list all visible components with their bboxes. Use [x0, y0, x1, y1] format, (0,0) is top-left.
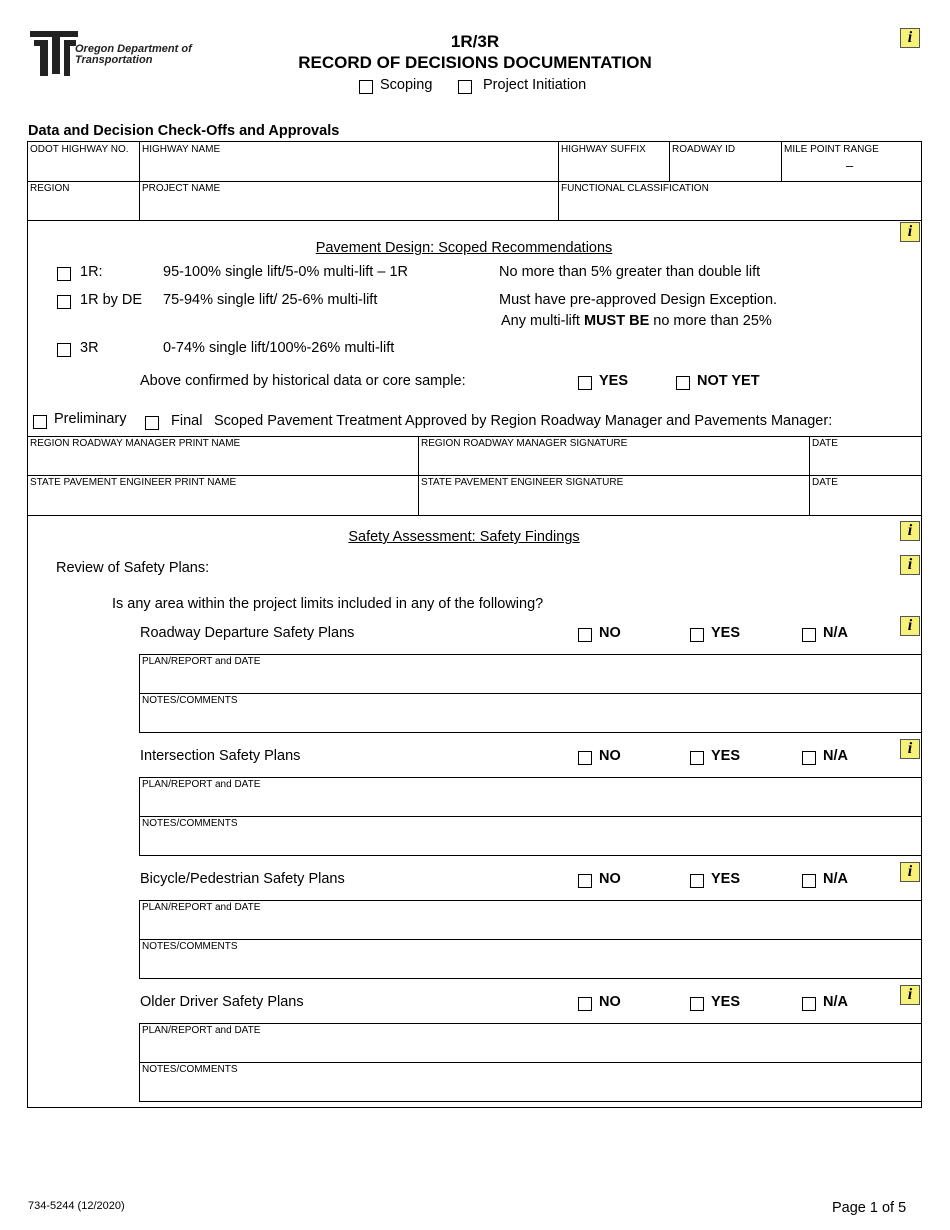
safety-plan-name: Bicycle/Pedestrian Safety Plans — [140, 871, 345, 887]
plan-report-date-field[interactable]: PLAN/REPORT and DATE — [142, 779, 261, 790]
na-label: N/A — [823, 748, 848, 764]
functional-classification-field[interactable]: FUNCTIONAL CLASSIFICATION — [561, 183, 709, 194]
spe-signature-field[interactable]: STATE PAVEMENT ENGINEER SIGNATURE — [421, 477, 624, 488]
mile-point-range-field[interactable]: MILE POINT RANGE — [784, 144, 879, 155]
plan-info-icon[interactable]: i — [900, 616, 920, 636]
1r-by-de-description: 75-94% single lift/ 25-6% multi-lift — [163, 292, 378, 308]
safety-plan-yes-checkbox[interactable] — [690, 874, 704, 888]
safety-plan-na-checkbox[interactable] — [802, 751, 816, 765]
safety-plan-na-checkbox[interactable] — [802, 628, 816, 642]
1r-by-de-label: 1R by DE — [80, 292, 143, 308]
3r-checkbox[interactable] — [57, 343, 71, 357]
yes-label: YES — [711, 748, 741, 764]
confirm-not-yet-checkbox[interactable] — [676, 376, 690, 390]
no-label: NO — [599, 748, 621, 764]
scoping-checkbox[interactable] — [359, 80, 373, 94]
scoping-label: Scoping — [380, 77, 433, 93]
1r-checkbox[interactable] — [57, 267, 71, 281]
safety-plan-na-checkbox[interactable] — [802, 997, 816, 1011]
notes-comments-field[interactable]: NOTES/COMMENTS — [142, 941, 238, 952]
preliminary-checkbox[interactable] — [33, 415, 47, 429]
no-label: NO — [599, 994, 621, 1010]
form-number: 734-5244 (12/2020) — [28, 1200, 125, 1212]
highway-suffix-field[interactable]: HIGHWAY SUFFIX — [561, 144, 646, 155]
yes-label: YES — [711, 625, 741, 641]
spe-date-field[interactable]: DATE — [812, 477, 838, 488]
region-field[interactable]: REGION — [30, 183, 70, 194]
safety-plan-yes-checkbox[interactable] — [690, 997, 704, 1011]
project-initiation-label: Project Initiation — [483, 77, 587, 93]
na-label: N/A — [823, 994, 848, 1010]
rrm-signature-field[interactable]: REGION ROADWAY MANAGER SIGNATURE — [421, 438, 628, 449]
confirm-yes-label: YES — [599, 373, 629, 389]
plan-report-date-field[interactable]: PLAN/REPORT and DATE — [142, 656, 261, 667]
odot-highway-no-field[interactable]: ODOT HIGHWAY NO. — [30, 144, 129, 155]
logo-text: Oregon Department of Transportation — [75, 43, 192, 66]
1r-label: 1R: — [80, 264, 103, 280]
roadway-id-field[interactable]: ROADWAY ID — [672, 144, 736, 155]
safety-plan-name: Intersection Safety Plans — [140, 748, 301, 764]
no-label: NO — [599, 871, 621, 887]
na-label: N/A — [823, 625, 848, 641]
1r-by-de-checkbox[interactable] — [57, 295, 71, 309]
project-initiation-checkbox[interactable] — [458, 80, 472, 94]
safety-plan-no-checkbox[interactable] — [578, 874, 592, 888]
plan-info-icon[interactable]: i — [900, 739, 920, 759]
final-label: Final — [171, 413, 203, 429]
approval-text: Scoped Pavement Treatment Approved by Region Roadway Manager and Pavements Manager: — [214, 413, 833, 429]
safety-plan-na-checkbox[interactable] — [802, 874, 816, 888]
safety-plan-yes-checkbox[interactable] — [690, 751, 704, 765]
notes-comments-field[interactable]: NOTES/COMMENTS — [142, 695, 238, 706]
yes-label: YES — [711, 994, 741, 1010]
page-number: Page 1 of 5 — [832, 1200, 907, 1216]
project-name-field[interactable]: PROJECT NAME — [142, 183, 221, 194]
confirm-yes-checkbox[interactable] — [578, 376, 592, 390]
plan-report-date-field[interactable]: PLAN/REPORT and DATE — [142, 1025, 261, 1036]
1r-by-de-note2: Any multi-lift MUST BE no more than 25% — [501, 313, 772, 329]
3r-description: 0-74% single lift/100%-26% multi-lift — [163, 340, 395, 356]
no-label: NO — [599, 625, 621, 641]
highway-name-field[interactable]: HIGHWAY NAME — [142, 144, 221, 155]
safety-review-label: Review of Safety Plans: — [56, 560, 210, 576]
mile-point-dash: – — [846, 158, 854, 173]
1r-note: No more than 5% greater than double lift — [499, 264, 761, 280]
safety-plan-name: Roadway Departure Safety Plans — [140, 625, 355, 641]
plan-info-icon[interactable]: i — [900, 862, 920, 882]
yes-label: YES — [711, 871, 741, 887]
plan-info-icon[interactable]: i — [900, 985, 920, 1005]
info-icon[interactable]: i — [900, 28, 920, 48]
confirm-not-yet-label: NOT YET — [697, 373, 760, 389]
safety-plan-no-checkbox[interactable] — [578, 628, 592, 642]
safety-plan-yes-checkbox[interactable] — [690, 628, 704, 642]
rrm-date-field[interactable]: DATE — [812, 438, 838, 449]
form-title-line1: 1R/3R — [450, 32, 500, 51]
1r-description: 95-100% single lift/5-0% multi-lift – 1R — [163, 264, 408, 280]
confirm-text: Above confirmed by historical data or core sample: — [140, 373, 466, 389]
rrm-print-name-field[interactable]: REGION ROADWAY MANAGER PRINT NAME — [30, 438, 241, 449]
spe-print-name-field[interactable]: STATE PAVEMENT ENGINEER PRINT NAME — [30, 477, 237, 488]
safety-question: Is any area within the project limits included in any of the following? — [112, 596, 544, 612]
1r-by-de-note1: Must have pre-approved Design Exception. — [499, 292, 778, 308]
pavement-info-icon[interactable]: i — [900, 222, 920, 242]
notes-comments-field[interactable]: NOTES/COMMENTS — [142, 1064, 238, 1075]
safety-plan-no-checkbox[interactable] — [578, 997, 592, 1011]
preliminary-label: Preliminary — [54, 411, 127, 427]
final-checkbox[interactable] — [145, 416, 159, 430]
na-label: N/A — [823, 871, 848, 887]
safety-heading: Safety Assessment: Safety Findings — [348, 529, 580, 545]
3r-label: 3R — [80, 340, 99, 356]
form-title-line2: RECORD OF DECISIONS DOCUMENTATION — [298, 53, 652, 72]
section-heading: Data and Decision Check-Offs and Approvals — [28, 123, 340, 139]
safety-plan-no-checkbox[interactable] — [578, 751, 592, 765]
notes-comments-field[interactable]: NOTES/COMMENTS — [142, 818, 238, 829]
safety-plan-name: Older Driver Safety Plans — [140, 994, 304, 1010]
safety-info-icon[interactable]: i — [900, 521, 920, 541]
pavement-heading: Pavement Design: Scoped Recommendations — [315, 240, 613, 256]
plan-report-date-field[interactable]: PLAN/REPORT and DATE — [142, 902, 261, 913]
review-info-icon[interactable]: i — [900, 555, 920, 575]
